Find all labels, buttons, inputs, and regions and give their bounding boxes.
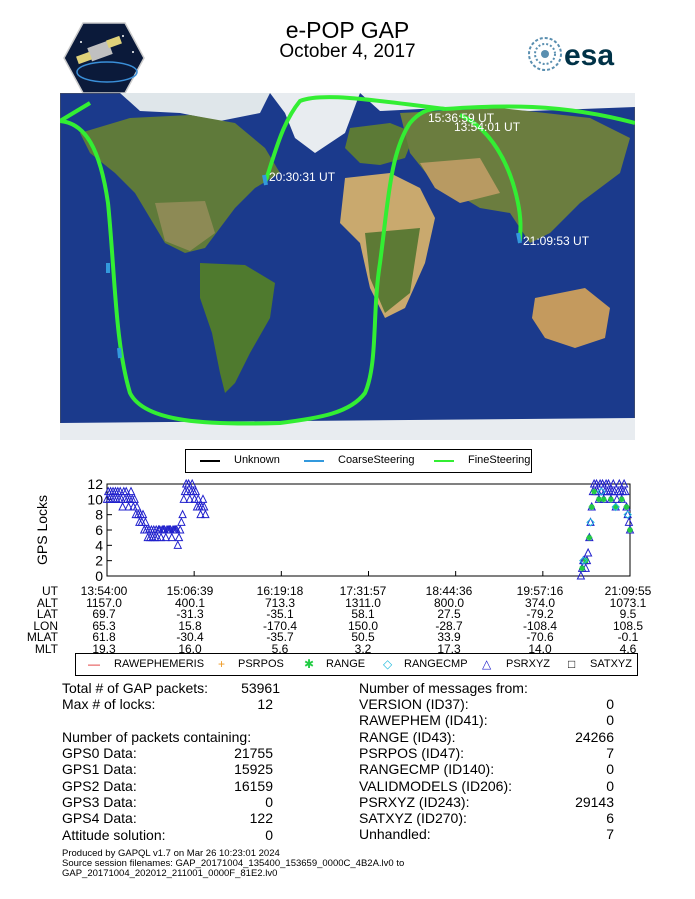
psrxyz-point xyxy=(180,495,187,502)
track-cell: 4.6 xyxy=(619,641,637,656)
range-point xyxy=(627,527,633,533)
psrxyz-point xyxy=(191,495,198,502)
y-axis-title: GPS Locks xyxy=(34,494,50,566)
packets-row-label: GPS3 Data: xyxy=(62,793,137,810)
y-tick-label: 6 xyxy=(95,522,103,538)
psrxyz-point xyxy=(174,541,181,548)
psrxyz-point xyxy=(585,549,592,556)
page-title: e-POP GAP xyxy=(285,17,410,43)
range-point xyxy=(586,535,592,541)
track-cell: -70.6 xyxy=(526,630,554,644)
track-cell: 18:44:36 xyxy=(425,584,473,598)
steering-legend xyxy=(185,449,532,473)
track-cell: 1073.1 xyxy=(609,595,647,610)
track-cell: 1311.0 xyxy=(345,595,381,610)
range-point xyxy=(589,504,595,510)
map-label-3: 20:30:31 UT xyxy=(269,170,336,184)
legend-unknown-label: Unknown xyxy=(234,454,280,466)
psrxyz-point xyxy=(142,518,149,525)
psrxyz-point xyxy=(186,495,193,502)
footer-source-files: Source session filenames: GAP_20171004_135400_153659_0000C_4B2A.lv0 to xyxy=(62,858,405,869)
range-point xyxy=(624,504,630,510)
track-cell: 9.5 xyxy=(619,607,637,621)
psrxyz-point xyxy=(168,534,175,541)
psrxyz-point xyxy=(625,518,632,525)
psrxyz-point xyxy=(179,511,186,518)
legend-psrpos-label: PSRPOS xyxy=(238,658,284,670)
track-cell: 27.5 xyxy=(437,607,461,621)
track-cell: 65.3 xyxy=(92,618,116,633)
track-cell: -30.4 xyxy=(176,630,204,644)
track-cell: 13:54:00 xyxy=(80,584,128,598)
psrxyz-point xyxy=(199,495,206,502)
track-row-label: UT xyxy=(42,584,58,598)
y-tick-label: 8 xyxy=(95,506,103,523)
track-cell: 16:19:18 xyxy=(256,584,304,598)
packets-row-label: GPS1 Data: xyxy=(62,761,137,778)
psrxyz-point xyxy=(195,495,202,502)
track-row-label: MLT xyxy=(34,641,58,656)
track-cell: -28.7 xyxy=(435,618,463,633)
track-cell: -31.3 xyxy=(176,607,204,621)
psrxyz-point xyxy=(133,503,140,510)
messages-row-label: Unhandled: xyxy=(359,826,431,843)
track-cell: 5.6 xyxy=(271,641,289,656)
legend-rangecmp-label: RANGECMP xyxy=(404,658,468,670)
y-tick-label: 12 xyxy=(87,476,103,492)
legend-coarse-line xyxy=(304,460,324,462)
packets-row-label: GPS2 Data: xyxy=(62,777,137,794)
packets-row-label: GPS4 Data: xyxy=(62,810,137,827)
page-subtitle: October 4, 2017 xyxy=(279,41,416,62)
ground-track-map xyxy=(60,93,635,440)
legend-range-label: RANGE xyxy=(326,658,366,670)
total-packets-label: Total # of GAP packets: xyxy=(62,680,209,696)
track-cell: 3.2 xyxy=(354,641,372,656)
track-cell: -35.1 xyxy=(266,607,294,621)
footer-source-files-cont: GAP_20171004_202012_211001_0000F_81E2.lv0 xyxy=(62,868,278,879)
track-cell: 16.0 xyxy=(178,641,202,656)
max-locks-value: 12 xyxy=(257,696,273,712)
track-cell: 17.3 xyxy=(437,641,461,656)
messages-row-value: 24266 xyxy=(575,728,614,745)
track-cell: 21:09:55 xyxy=(604,584,652,598)
y-tick-label: 0 xyxy=(95,568,103,584)
track-cell: 19.3 xyxy=(92,641,116,656)
mission-logo xyxy=(63,22,145,94)
map-label-2: 13:54:01 UT xyxy=(454,120,521,134)
track-row-label: LON xyxy=(33,618,58,633)
psrxyz-point xyxy=(130,503,137,510)
legend-satxyz-label: SATXYZ xyxy=(590,658,632,670)
footer xyxy=(62,849,404,879)
legend-range-symbol: ✱ xyxy=(304,657,315,671)
legend-psrxyz-symbol: △ xyxy=(482,657,492,671)
psrxyz-point xyxy=(177,526,184,533)
psrxyz-point xyxy=(157,534,164,541)
messages-row-label: RANGE (ID43): xyxy=(359,728,456,745)
track-cell: 108.5 xyxy=(612,618,644,633)
track-cell: 15:06:39 xyxy=(166,584,214,598)
messages-row-label: SATXYZ (ID270): xyxy=(359,810,467,827)
messages-row-label: PSRXYZ (ID243): xyxy=(359,793,470,810)
legend-fine-label: FineSteering xyxy=(468,454,531,466)
psrxyz-point xyxy=(127,488,134,495)
track-row-label: ALT xyxy=(36,595,58,610)
packets-row-value: 0 xyxy=(265,826,273,843)
y-tick-label: 2 xyxy=(95,552,103,569)
messages-from-header: Number of messages from: xyxy=(359,680,528,696)
max-locks-label: Max # of locks: xyxy=(62,696,156,712)
track-cell: -35.7 xyxy=(266,630,294,644)
y-tick-label: 10 xyxy=(87,491,103,508)
messages-row-label: RANGECMP (ID140): xyxy=(359,761,495,778)
packets-row-label: Attitude solution: xyxy=(62,826,166,843)
psrxyz-point xyxy=(119,503,126,510)
track-cell: -108.4 xyxy=(522,618,558,633)
gps-locks-chart xyxy=(40,476,685,584)
messages-row-value: 0 xyxy=(606,696,614,712)
psrxyz-point xyxy=(178,518,185,525)
track-cell: 17:31:57 xyxy=(339,584,387,598)
esa-logo xyxy=(528,36,634,72)
packets-row-label: GPS0 Data: xyxy=(62,745,137,761)
track-row-label: LAT xyxy=(36,607,58,621)
range-point xyxy=(608,496,614,502)
packets-row-value: 21755 xyxy=(234,745,273,761)
legend-unknown-line xyxy=(200,460,220,462)
messages-row-label: VERSION (ID37): xyxy=(359,696,469,712)
track-cell: 14.0 xyxy=(528,641,552,656)
track-cell: 374.0 xyxy=(524,595,556,610)
total-packets-value: 53961 xyxy=(241,680,280,696)
track-cell: -170.4 xyxy=(262,618,298,633)
track-cell: 61.8 xyxy=(92,630,116,644)
map-label-1: 15:36:59 UT xyxy=(428,111,495,125)
legend-coarse-label: CoarseSteering xyxy=(338,454,415,466)
psrxyz-point xyxy=(197,511,204,518)
messages-row-label: PSRPOS (ID47): xyxy=(359,744,465,761)
messages-row-label: VALIDMODELS (ID206): xyxy=(359,777,513,794)
legend-rawephemeris-symbol: — xyxy=(88,657,100,671)
psrxyz-point xyxy=(162,534,169,541)
messages-row-value: 29143 xyxy=(575,793,614,810)
packets-containing-header: Number of packets containing: xyxy=(62,729,252,745)
message-legend xyxy=(75,653,638,676)
track-cell: 50.5 xyxy=(351,630,375,644)
packets-row-value: 122 xyxy=(249,810,273,827)
packets-row-value: 0 xyxy=(265,793,273,810)
messages-row-value: 0 xyxy=(606,712,614,729)
track-row-label: MLAT xyxy=(26,630,58,644)
track-cell: 400.1 xyxy=(174,595,206,610)
svg-text:esa: esa xyxy=(564,39,615,72)
track-cell: 713.3 xyxy=(264,595,296,610)
track-cell: 15.8 xyxy=(178,618,202,633)
track-cell: -0.1 xyxy=(617,630,639,644)
psrxyz-point xyxy=(175,534,182,541)
psrxyz-point xyxy=(125,503,132,510)
track-cell: 58.1 xyxy=(351,607,375,621)
messages-row-value: 7 xyxy=(606,744,614,761)
messages-row-label: RAWEPHEM (ID41): xyxy=(359,712,488,729)
packets-row-value: 16159 xyxy=(234,777,273,794)
legend-rangecmp-symbol: ◇ xyxy=(383,657,393,671)
y-tick-label: 4 xyxy=(95,537,103,554)
track-cell: -79.2 xyxy=(526,607,554,621)
track-cell: 19:57:16 xyxy=(516,584,564,598)
legend-rawephemeris-label: RAWEPHEMERIS xyxy=(114,658,205,670)
messages-row-value: 0 xyxy=(606,777,614,794)
track-cell: 69.7 xyxy=(92,607,116,621)
messages-row-value: 0 xyxy=(606,761,614,778)
track-cell: 800.0 xyxy=(433,595,465,610)
track-cell: 33.9 xyxy=(437,630,461,644)
legend-psrxyz-label: PSRXYZ xyxy=(506,658,551,670)
messages-row-value: 6 xyxy=(606,810,614,827)
packets-row-value: 15925 xyxy=(234,761,273,778)
track-cell: 1157.0 xyxy=(86,595,122,610)
map-label-4: 21:09:53 UT xyxy=(523,234,590,248)
legend-fine-line xyxy=(434,460,454,462)
track-cell: 150.0 xyxy=(347,618,379,633)
psrxyz-point xyxy=(202,511,209,518)
messages-row-value: 7 xyxy=(606,826,614,843)
footer-produced-by: Produced by GAPQL v1.7 on Mar 26 10:23:01 2024 xyxy=(62,848,280,859)
legend-satxyz-symbol: □ xyxy=(568,657,576,671)
legend-psrpos-symbol: + xyxy=(218,657,226,671)
